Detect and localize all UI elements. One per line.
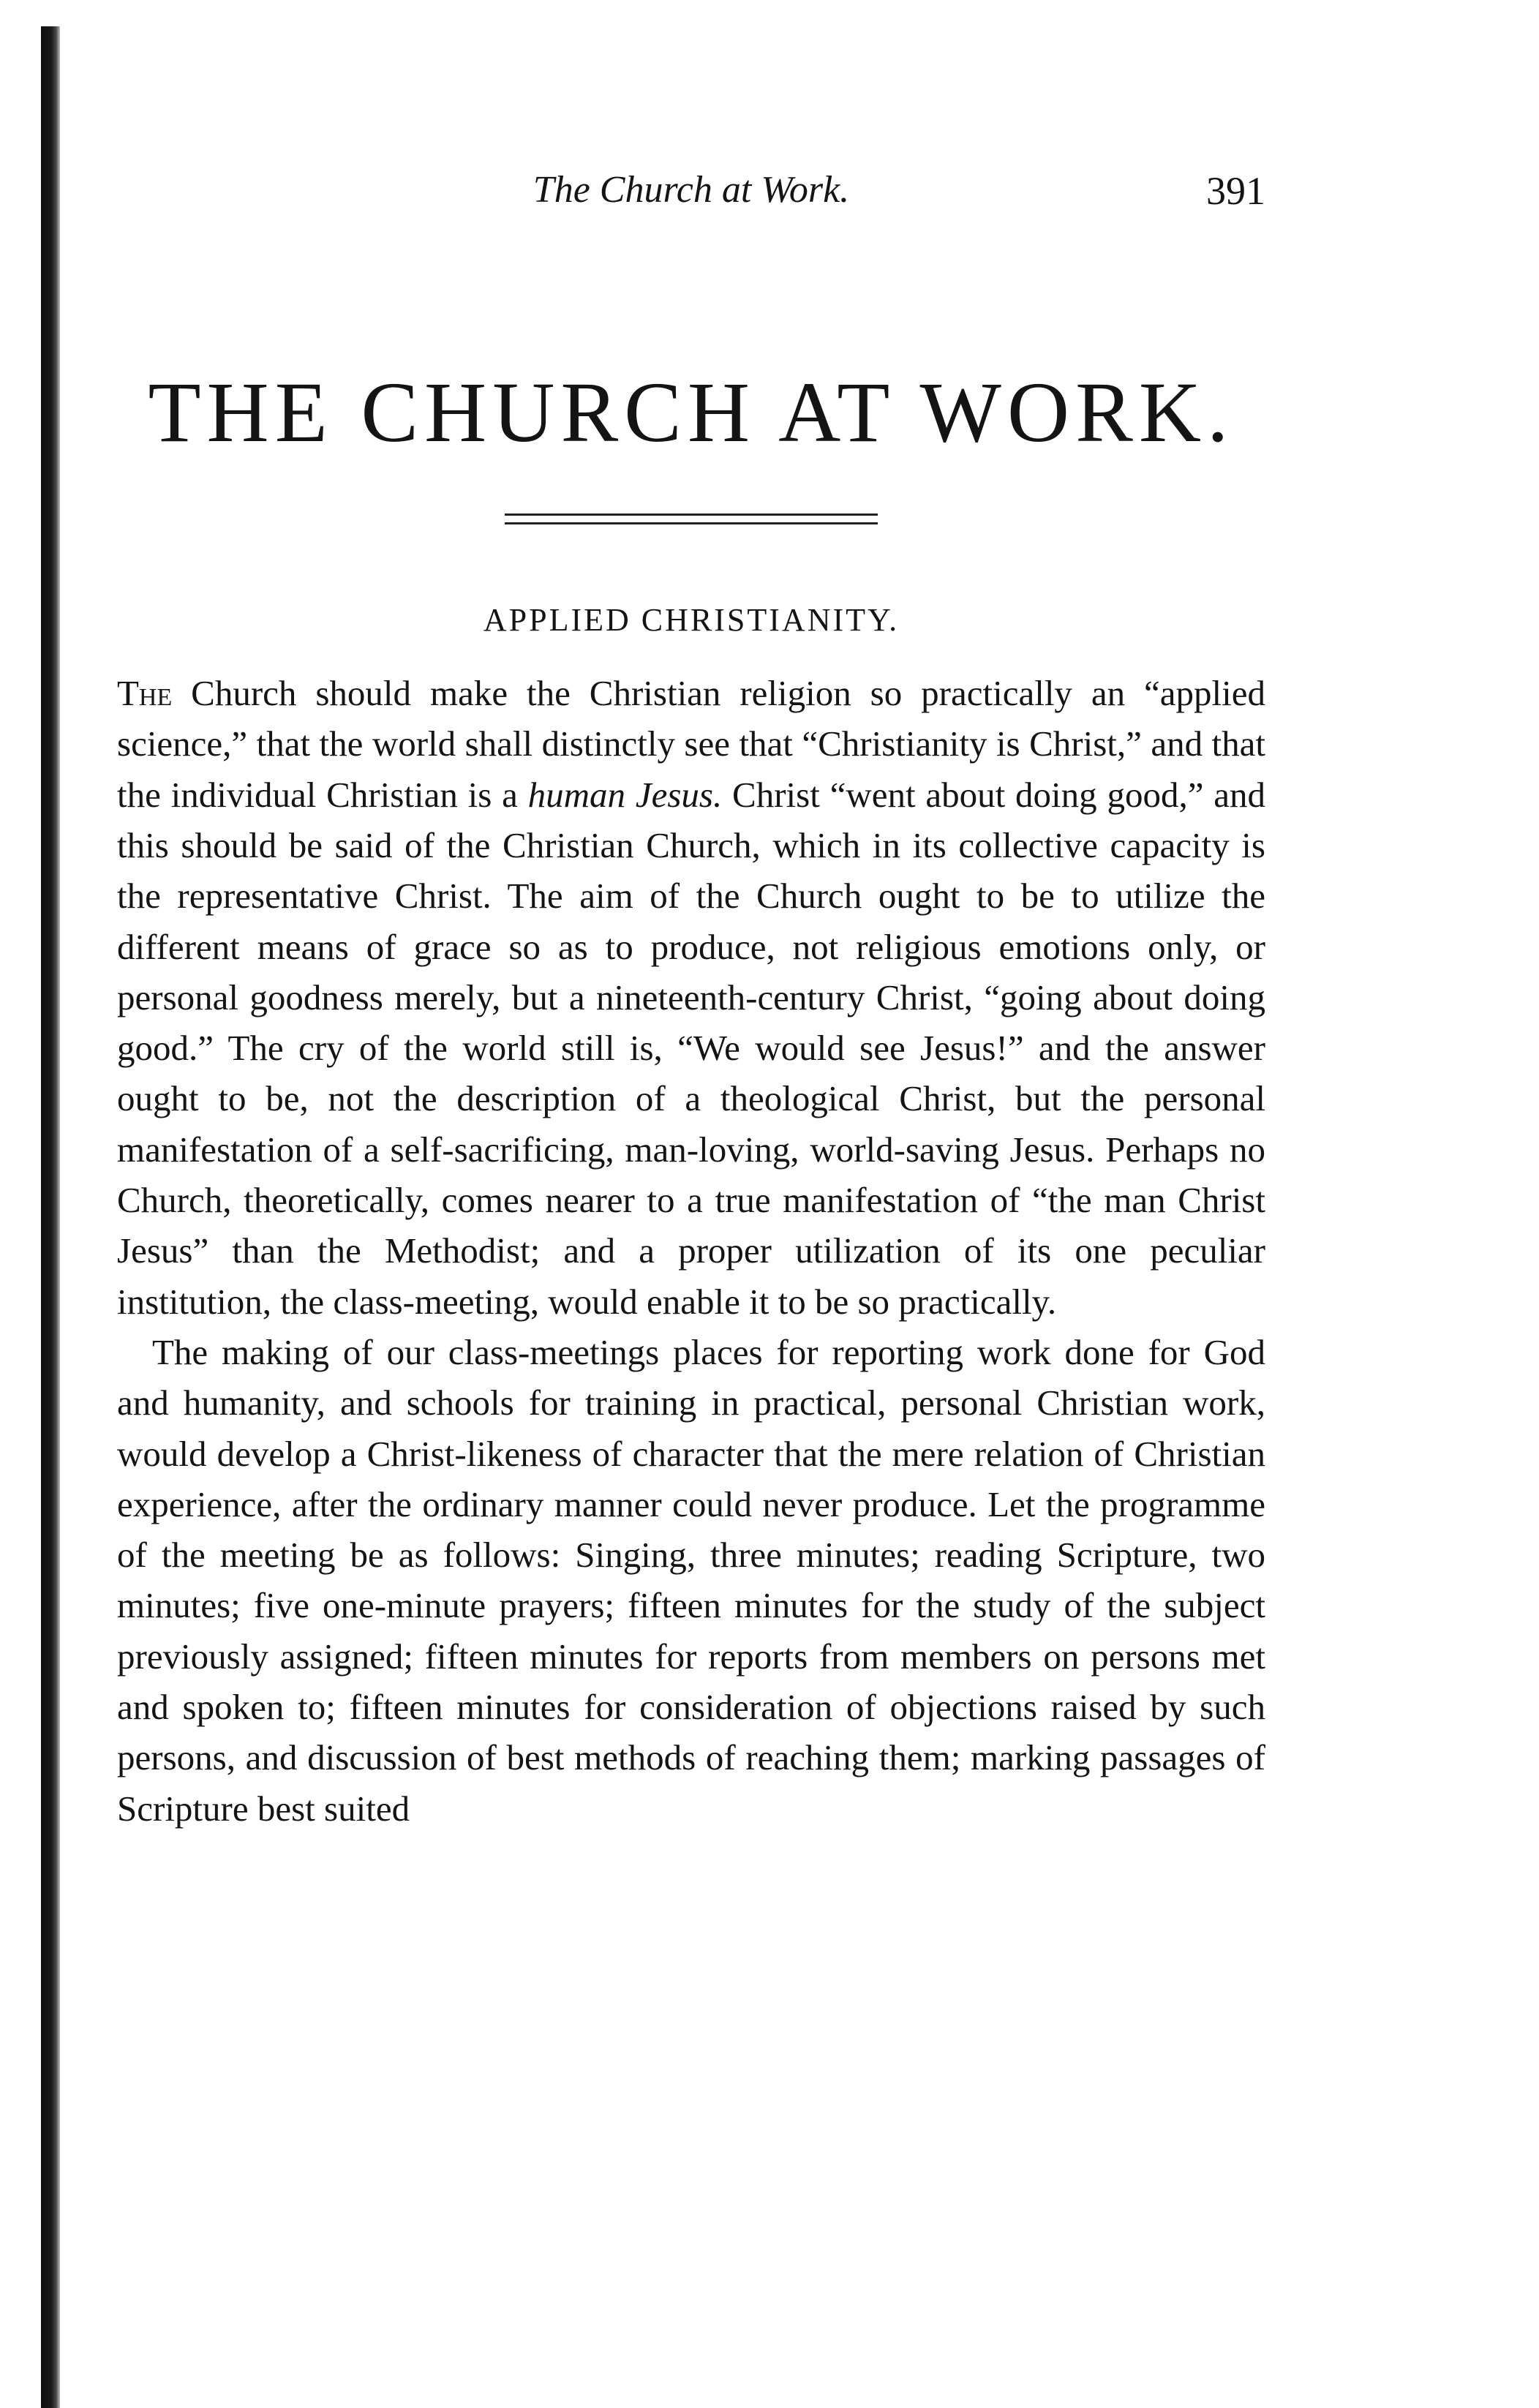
emphasis-human-jesus: human Jesus.	[527, 774, 723, 815]
paragraph-1	[117, 668, 1265, 1327]
running-head	[117, 168, 1265, 219]
title-rule	[505, 513, 878, 524]
rule-line-bottom	[505, 522, 878, 524]
page-number: 391	[1206, 169, 1265, 213]
paragraph-1-text-a: Church should make the Christian religion so practically an “applied science,” that the world shall distinctly see that “Christianity is Christ,” and that the individual Christian is a	[117, 673, 1265, 815]
article-title: THE CHURCH AT WORK.	[148, 364, 1235, 460]
paragraph-2: The making of our class-meetings places for reporting work done for God and humanity, and schools for training in practical, personal Christian work, would develop a Christ-likeness of character that the mere relation of Christian experience, after the ordinary manner could never produce. Let the programme of the meeting be as follows: Singing, three minutes; reading Scripture, two minutes; five one-minute prayers; fifteen minutes for the study of the subject previously assigned; fifteen minutes for reports from members on persons met and spoken to; fifteen minutes for consideration of objections raised by such persons, and discussion of best methods of reaching them; marking passages of Scripture best suited	[117, 1331, 1265, 1829]
section-heading: APPLIED CHRISTIANITY.	[483, 602, 900, 639]
body-text	[117, 668, 1265, 1834]
binding-gutter-shadow	[41, 26, 60, 2408]
paragraph-1-text-b: Christ “went about doing good,” and this should be said of the Christian Church, which in its collective capacity is the representative Christ. The aim of the Church ought to be to utilize the different means of grace so as to produce, not religious emotions only, or personal goodness merely, but a nineteenth-century Christ, “going about doing good.” The cry of the world still is, “We would see Jesus!” and the answer ought to be, not the description of a theological Christ, but the personal manifestation of a self-sacrificing, man-loving, world-saving Jesus. Perhaps no Church, theoretically, comes nearer to a true manifestation of “the man Christ Jesus” than the Methodist; and a proper utilization of its one peculiar institution, the class-meeting, would enable it to be so practically.	[117, 774, 1266, 1322]
book-page	[117, 168, 1265, 1834]
paragraph-lead-in: The	[117, 673, 173, 714]
running-title: The Church at Work.	[533, 169, 850, 211]
rule-line-top	[505, 513, 878, 516]
